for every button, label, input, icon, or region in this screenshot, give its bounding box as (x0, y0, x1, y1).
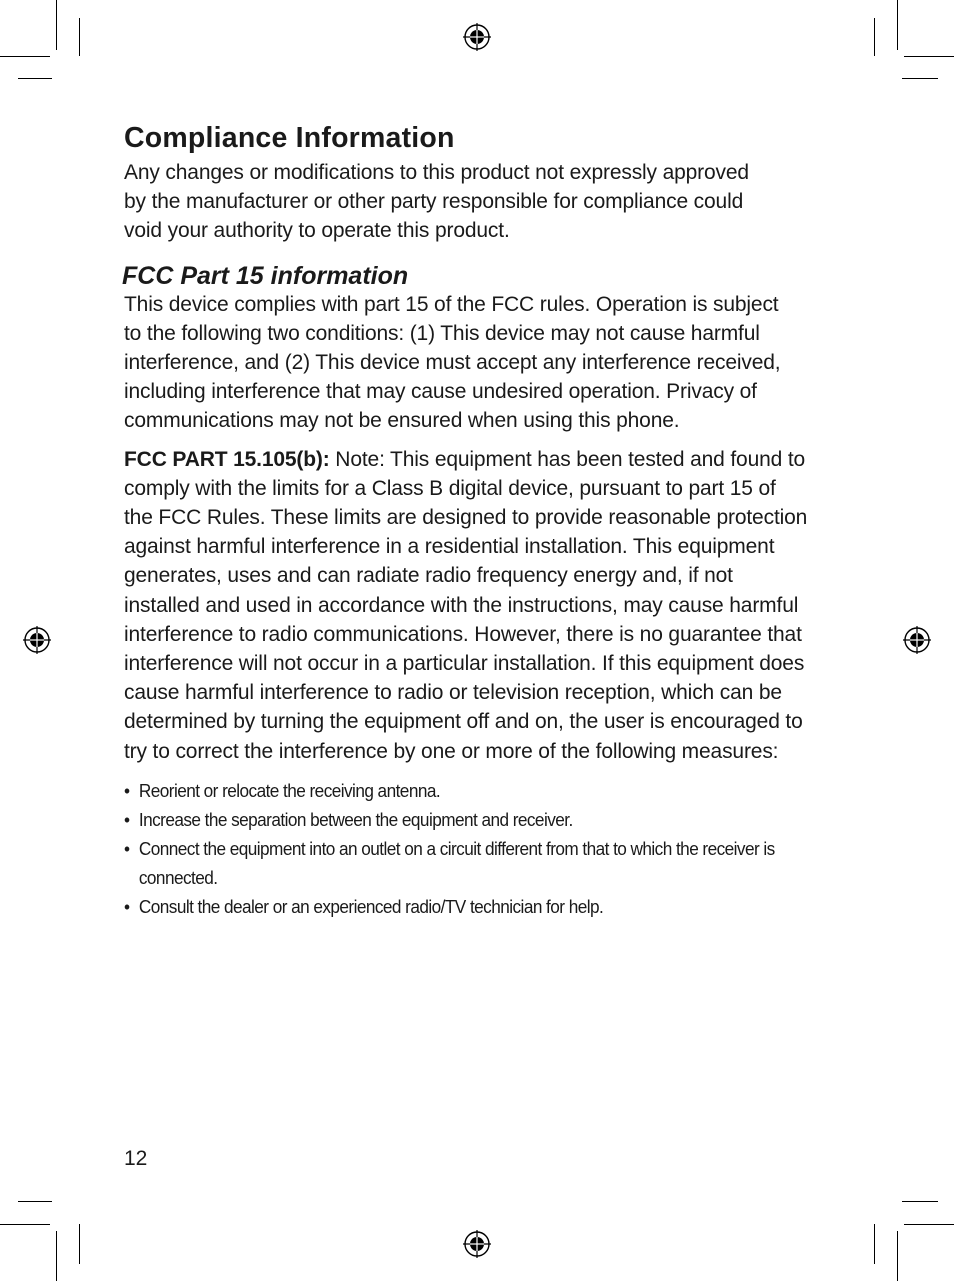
crop-mark-top-right-vertical-inner (874, 18, 875, 56)
crop-mark-bottom-right-horizontal-outer (904, 1224, 954, 1225)
fcc-105b-body: Note: This equipment has been tested and found to comply with the limits for a Class B digital device, pursuant to part 15 of the FCC Rules. These limits are designed to provide reasonable protection against harmful interference in a residential installation. This equipment generates, uses and can radiate radio frequency energy and, if not installed and used in accordance with the instructions, may cause harmful interference to radio communications. However, there is no guarantee that interference will not occur in a particular installation. If this equipment does cause harmful interference to radio or television reception, which can be determined by turning the equipment off and on, the user is encouraged to try to correct the interference by one or more of the following measures: (124, 447, 808, 763)
registration-target-icon (462, 22, 492, 52)
list-item (124, 776, 775, 805)
crop-mark-top-left-horizontal-inner (18, 78, 52, 79)
fcc-part15-heading: FCC Part 15 information (122, 261, 409, 290)
measures-list (124, 776, 824, 921)
measure-text: Reorient or relocate the receiving antenna. (138, 779, 441, 801)
intro-paragraph: Any changes or modifications to this product not expressly approved by the manufacturer or other party responsible for compliance could void your authority to operate this product. (124, 161, 749, 243)
page-content (124, 118, 824, 921)
crop-mark-bottom-right-horizontal-inner (902, 1201, 938, 1202)
page-title: Compliance Information (124, 122, 455, 154)
crop-mark-bottom-left-vertical-outer (56, 1231, 57, 1281)
crop-mark-bottom-right-vertical-inner (874, 1224, 875, 1264)
bullet: • (124, 779, 130, 801)
list-item (124, 834, 775, 892)
crop-mark-top-left-horizontal-outer (0, 56, 50, 57)
crop-mark-top-right-horizontal-outer (904, 56, 954, 57)
bullet: • (124, 895, 130, 917)
crop-mark-bottom-left-vertical-inner (79, 1224, 80, 1264)
measure-text: Increase the separation between the equipment and receiver. (138, 808, 573, 830)
registration-target-icon (462, 1229, 492, 1259)
list-item (124, 892, 775, 921)
crop-mark-top-right-horizontal-inner (902, 78, 938, 79)
measure-text: Consult the dealer or an experienced radio/TV technician for help. (138, 895, 604, 917)
crop-mark-bottom-left-horizontal-inner (18, 1201, 52, 1202)
registration-target-icon (902, 625, 932, 655)
crop-mark-top-left-vertical-inner (79, 18, 80, 56)
crop-mark-top-right-vertical-outer (897, 0, 898, 50)
crop-mark-bottom-right-vertical-outer (897, 1231, 898, 1281)
fcc-105b-label: FCC PART 15.105(b): (124, 447, 330, 471)
crop-mark-bottom-left-horizontal-outer (0, 1224, 50, 1225)
list-item (124, 805, 775, 834)
fcc-part15-paragraph: This device complies with part 15 of the FCC rules. Operation is subject to the following two conditions: (1) This device may not cause harmful interference, and (2) This device must accept any interference received, including interference that may cause undesired operation. Privacy of communications may not be ensured when using this phone. (124, 292, 781, 433)
fcc-105b-paragraph (124, 445, 808, 766)
measure-text: Connect the equipment into an outlet on a circuit different from that to which the receiver is connected. (138, 837, 775, 888)
bullet: • (124, 837, 130, 859)
registration-target-icon (22, 625, 52, 655)
page-number: 12 (124, 1147, 148, 1170)
bullet: • (124, 808, 130, 830)
crop-mark-top-left-vertical-outer (56, 0, 57, 50)
